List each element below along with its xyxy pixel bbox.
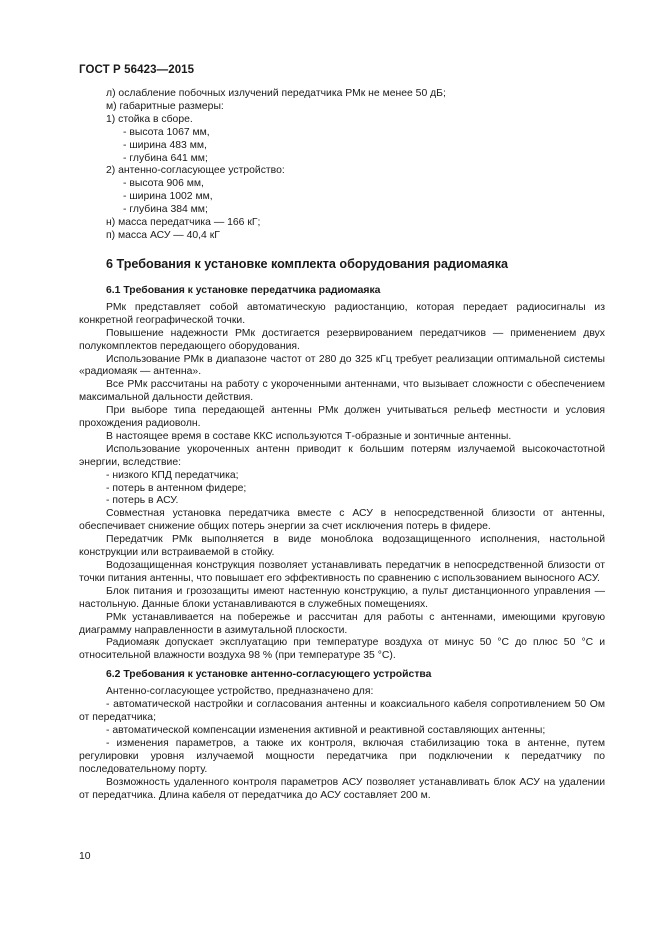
paragraph: РМк устанавливается на побережье и рассчитан для работы с антеннами, имеющими круговую диаграмму направленности в азимутальной плоскости.	[79, 611, 605, 636]
list-item: 1) стойка в сборе.	[106, 113, 193, 125]
list-item: л) ослабление побочных излучений передатчика РМк не менее 50 дБ;	[106, 88, 446, 99]
paragraph: Повышение надежности РМк достигается резервированием передатчиков — применением двух полукомплектов передающего оборудования.	[79, 327, 605, 352]
paragraph: При выборе типа передающей антенны РМк должен учитываться рельеф местности и условия прохождения радиоволн.	[79, 405, 605, 430]
paragraph: Возможность удаленного контроля параметров АСУ позволяет устанавливать блок АСУ на удалении от передатчика. Длина кабеля от передатчика до АСУ составляет 200 м.	[79, 776, 605, 801]
paragraph: Все РМк рассчитаны на работу с укороченными антеннами, что вызывает сложности с обеспечением максимальной дальности действия.	[79, 379, 605, 404]
list-item: - глубина 641 мм;	[123, 152, 208, 164]
paragraph: Совместная установка передатчика вместе с АСУ в непосредственной близости от антенны, обеспечивает снижение общих потерь энергии за счет исключения потерь в фидере.	[79, 508, 605, 533]
section-heading: 6 Требования к установке комплекта оборудования радиомаяка	[106, 256, 509, 271]
paragraph: Блок питания и грозозащиты имеют настенную конструкцию, а пульт дистанционного управления — настольную. Данные блоки устанавливаются в служебных помещениях.	[79, 585, 605, 610]
list-item: - высота 1067 мм,	[123, 126, 210, 138]
paragraph: В настоящее время в составе ККС используются Т-образные и зонтичные антенны.	[106, 430, 512, 442]
list-item: н) масса передатчика — 166 кГ;	[106, 217, 261, 229]
subsection-heading: 6.1 Требования к установке передатчика радиомаяка	[106, 284, 381, 296]
list-item: - глубина 384 мм;	[123, 204, 208, 216]
page-content	[79, 88, 605, 802]
list-item: - высота 906 мм,	[123, 178, 204, 190]
list-item: п) масса АСУ — 40,4 кГ	[106, 229, 220, 241]
paragraph: Антенно-согласующее устройство, предназначено для:	[106, 686, 374, 698]
subsection-heading: 6.2 Требования к установке антенно-согласующего устройства	[106, 669, 432, 681]
page-number: 10	[79, 851, 91, 862]
list-item: - потерь в антенном фидере;	[106, 482, 247, 494]
list-item: - низкого КПД передатчика;	[106, 469, 239, 481]
list-item: - ширина 1002 мм,	[123, 191, 213, 203]
paragraph: Передатчик РМк выполняется в виде моноблока водозащищенного исполнения, настольной конструкции или встраиваемой в стойку.	[79, 534, 605, 559]
list-item: - изменения параметров, а также их контроля, включая стабилизацию тока в антенне, путем регулировки уровня излучаемой мощности передатчика при подключении к передатчику по последовательному порту.	[79, 737, 605, 775]
paragraph: Использование РМк в диапазоне частот от 280 до 325 кГц требует реализации оптимальной системы «радиомаяк — антенна».	[79, 353, 605, 378]
list-item: м) габаритные размеры:	[106, 100, 224, 112]
list-item: - автоматической настройки и согласования антенны и коаксиального кабеля сопротивлением 50 Ом от передатчика;	[79, 699, 605, 724]
paragraph: Водозащищенная конструкция позволяет устанавливать передатчик в непосредственной близости от точки питания антенны, что повышает его эффективность по сравнению с использованием выносного АСУ.	[79, 560, 605, 584]
list-item: - потерь в АСУ.	[106, 495, 179, 507]
list-item: - ширина 483 мм,	[123, 139, 207, 151]
list-item: - автоматической компенсации изменения активной и реактивной составляющих антенны;	[106, 724, 546, 736]
paragraph: Радиомаяк допускает эксплуатацию при температуре воздуха от минус 50 °С до плюс 50 °С и относительной влажности воздуха 98 % (при температуре 35 °С).	[79, 637, 605, 662]
list-item: 2) антенно-согласующее устройство:	[106, 165, 285, 177]
document-header: ГОСТ Р 56423—2015	[79, 64, 195, 76]
paragraph: Использование укороченных антенн приводит к большим потерям излучаемой высокочастотной энергии, вследствие:	[79, 443, 605, 468]
paragraph: РМк представляет собой автоматическую радиостанцию, которая передает радиосигналы из конкретной географической точки.	[79, 301, 605, 326]
